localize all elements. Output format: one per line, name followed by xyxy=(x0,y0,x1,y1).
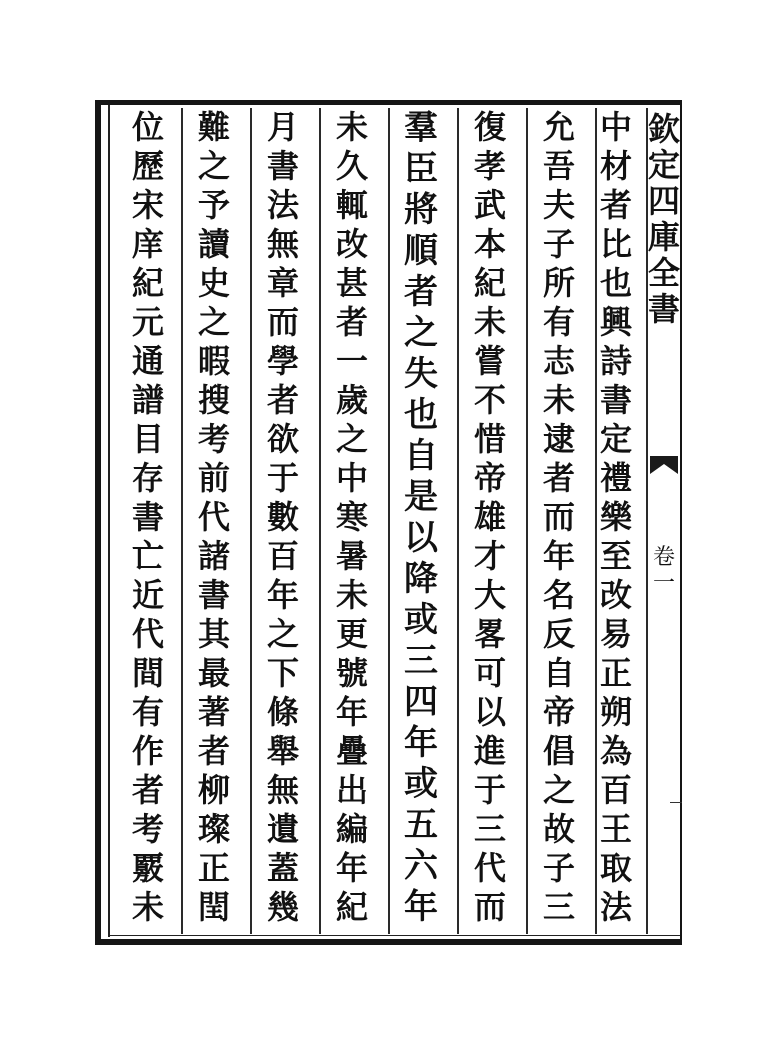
glyph: 順 xyxy=(404,231,438,271)
glyph: 而 xyxy=(473,888,506,926)
glyph: 寒 xyxy=(335,498,368,536)
text-column-6 xyxy=(251,108,315,938)
glyph: 柳 xyxy=(197,771,230,809)
glyph: 嘗 xyxy=(473,342,506,380)
glyph: 定 xyxy=(599,420,632,458)
glyph: 名 xyxy=(542,576,575,614)
book-title-glyph: 欽 xyxy=(648,110,681,148)
glyph: 代 xyxy=(473,849,506,887)
glyph: 書 xyxy=(131,498,164,536)
glyph: 年 xyxy=(404,723,438,763)
glyph: 璨 xyxy=(197,810,230,848)
inner-left-rule xyxy=(108,105,110,937)
glyph: 帝 xyxy=(542,693,575,731)
glyph: 易 xyxy=(599,615,632,653)
glyph: 疊 xyxy=(335,732,368,770)
glyph: 通 xyxy=(131,342,164,380)
glyph: 近 xyxy=(131,576,164,614)
glyph: 三 xyxy=(542,888,575,926)
glyph: 惜 xyxy=(473,420,506,458)
glyph: 于 xyxy=(473,771,506,809)
book-title xyxy=(648,112,680,328)
glyph: 自 xyxy=(404,436,438,476)
text-column-3 xyxy=(458,108,522,938)
glyph: 三 xyxy=(473,810,506,848)
glyph: 下 xyxy=(266,654,299,692)
glyph: 紀 xyxy=(131,264,164,302)
glyph: 四 xyxy=(404,682,438,722)
glyph: 者 xyxy=(266,381,299,419)
glyph: 未 xyxy=(335,108,368,146)
glyph: 暇 xyxy=(197,342,230,380)
glyph: 書 xyxy=(599,381,632,419)
glyph: 著 xyxy=(197,693,230,731)
glyph: 宋 xyxy=(131,186,164,224)
glyph: 輒 xyxy=(335,186,368,224)
glyph: 改 xyxy=(599,576,632,614)
glyph: 編 xyxy=(335,810,368,848)
glyph: 本 xyxy=(473,225,506,263)
glyph: 者 xyxy=(197,732,230,770)
fishtail-mark-icon xyxy=(648,456,680,476)
book-title-glyph: 全 xyxy=(648,254,681,292)
glyph: 年 xyxy=(335,849,368,887)
volume-glyph: 卷 xyxy=(652,545,675,570)
glyph: 正 xyxy=(599,654,632,692)
glyph: 史 xyxy=(197,264,230,302)
glyph: 無 xyxy=(266,771,299,809)
glyph: 前 xyxy=(197,459,230,497)
glyph: 詩 xyxy=(599,342,632,380)
glyph: 而 xyxy=(266,303,299,341)
glyph: 欲 xyxy=(266,420,299,458)
glyph: 故 xyxy=(542,810,575,848)
glyph: 或 xyxy=(404,600,438,640)
glyph: 未 xyxy=(473,303,506,341)
glyph: 中 xyxy=(335,459,368,497)
glyph: 甚 xyxy=(335,264,368,302)
glyph: 譜 xyxy=(131,381,164,419)
glyph: 中 xyxy=(599,108,632,146)
glyph: 畧 xyxy=(473,615,506,653)
glyph: 羣 xyxy=(404,108,438,148)
glyph: 以 xyxy=(404,518,438,558)
glyph: 于 xyxy=(266,459,299,497)
glyph: 取 xyxy=(599,849,632,887)
glyph: 作 xyxy=(131,732,164,770)
glyph: 改 xyxy=(335,225,368,263)
glyph: 者 xyxy=(599,186,632,224)
glyph: 更 xyxy=(335,615,368,653)
glyph: 樂 xyxy=(599,498,632,536)
glyph: 者 xyxy=(404,272,438,312)
glyph: 幾 xyxy=(266,888,299,926)
glyph: 王 xyxy=(599,810,632,848)
glyph: 閏 xyxy=(197,888,230,926)
glyph: 考 xyxy=(197,420,230,458)
glyph: 諸 xyxy=(197,537,230,575)
glyph: 代 xyxy=(131,615,164,653)
glyph: 雄 xyxy=(473,498,506,536)
glyph: 為 xyxy=(599,732,632,770)
glyph: 夫 xyxy=(542,186,575,224)
glyph: 暑 xyxy=(335,537,368,575)
book-title-glyph: 庫 xyxy=(648,218,681,256)
glyph: 者 xyxy=(335,303,368,341)
glyph: 出 xyxy=(335,771,368,809)
glyph: 正 xyxy=(197,849,230,887)
glyph: 倡 xyxy=(542,732,575,770)
glyph: 志 xyxy=(542,342,575,380)
glyph: 之 xyxy=(335,420,368,458)
glyph: 未 xyxy=(131,888,164,926)
glyph: 六 xyxy=(404,846,438,886)
glyph: 號 xyxy=(335,654,368,692)
glyph: 降 xyxy=(404,559,438,599)
glyph: 之 xyxy=(404,313,438,353)
glyph: 也 xyxy=(404,395,438,435)
glyph: 允 xyxy=(542,108,575,146)
glyph: 比 xyxy=(599,225,632,263)
glyph: 讀 xyxy=(197,225,230,263)
glyph: 武 xyxy=(473,186,506,224)
glyph: 搜 xyxy=(197,381,230,419)
text-column-7 xyxy=(182,108,246,938)
glyph: 吾 xyxy=(542,147,575,185)
glyph: 失 xyxy=(404,354,438,394)
glyph: 逮 xyxy=(542,420,575,458)
glyph: 朔 xyxy=(599,693,632,731)
glyph: 元 xyxy=(131,303,164,341)
glyph: 亡 xyxy=(131,537,164,575)
glyph: 年 xyxy=(335,693,368,731)
volume-glyph: 一 xyxy=(652,571,675,596)
glyph: 紀 xyxy=(473,264,506,302)
glyph: 年 xyxy=(404,887,438,927)
glyph: 禮 xyxy=(599,459,632,497)
glyph: 不 xyxy=(473,381,506,419)
glyph: 學 xyxy=(266,342,299,380)
glyph: 之 xyxy=(197,303,230,341)
glyph: 覈 xyxy=(131,849,164,887)
glyph: 久 xyxy=(335,147,368,185)
glyph: 舉 xyxy=(266,732,299,770)
glyph: 興 xyxy=(599,303,632,341)
glyph: 位 xyxy=(131,108,164,146)
book-title-glyph: 四 xyxy=(648,182,681,220)
glyph: 自 xyxy=(542,654,575,692)
glyph: 數 xyxy=(266,498,299,536)
glyph: 遺 xyxy=(266,810,299,848)
glyph: 目 xyxy=(131,420,164,458)
glyph: 之 xyxy=(197,147,230,185)
glyph: 書 xyxy=(266,147,299,185)
glyph: 最 xyxy=(197,654,230,692)
glyph: 子 xyxy=(542,225,575,263)
glyph: 歷 xyxy=(131,147,164,185)
glyph: 難 xyxy=(197,108,230,146)
glyph: 三 xyxy=(404,641,438,681)
glyph: 未 xyxy=(335,576,368,614)
glyph: 也 xyxy=(599,264,632,302)
text-column-2 xyxy=(527,108,591,938)
glyph: 之 xyxy=(266,615,299,653)
text-column-8 xyxy=(116,108,180,938)
glyph: 才 xyxy=(473,537,506,575)
glyph: 歲 xyxy=(335,381,368,419)
glyph: 者 xyxy=(131,771,164,809)
glyph: 可 xyxy=(473,654,506,692)
glyph: 大 xyxy=(473,576,506,614)
glyph: 月 xyxy=(266,108,299,146)
glyph: 考 xyxy=(131,810,164,848)
glyph: 所 xyxy=(542,264,575,302)
glyph: 未 xyxy=(542,381,575,419)
glyph: 帝 xyxy=(473,459,506,497)
glyph: 百 xyxy=(266,537,299,575)
glyph: 進 xyxy=(473,732,506,770)
glyph: 年 xyxy=(266,576,299,614)
margin-tick xyxy=(670,802,682,803)
glyph: 或 xyxy=(404,764,438,804)
text-column-1 xyxy=(585,108,647,938)
glyph: 年 xyxy=(542,537,575,575)
glyph: 無 xyxy=(266,225,299,263)
book-title-glyph: 定 xyxy=(648,146,681,184)
glyph: 庠 xyxy=(131,225,164,263)
glyph: 臣 xyxy=(404,149,438,189)
glyph: 代 xyxy=(197,498,230,536)
volume-label xyxy=(650,546,678,598)
book-title-glyph: 書 xyxy=(648,290,681,328)
glyph: 書 xyxy=(197,576,230,614)
glyph: 間 xyxy=(131,654,164,692)
glyph: 法 xyxy=(266,186,299,224)
glyph: 百 xyxy=(599,771,632,809)
glyph: 有 xyxy=(542,303,575,341)
glyph: 予 xyxy=(197,186,230,224)
page-margin-band xyxy=(648,106,680,936)
glyph: 其 xyxy=(197,615,230,653)
glyph: 存 xyxy=(131,459,164,497)
glyph: 章 xyxy=(266,264,299,302)
glyph: 一 xyxy=(335,342,368,380)
glyph: 條 xyxy=(266,693,299,731)
glyph: 而 xyxy=(542,498,575,536)
glyph: 法 xyxy=(599,888,632,926)
glyph: 之 xyxy=(542,771,575,809)
text-column-5 xyxy=(320,108,384,938)
text-column-4 xyxy=(389,108,453,938)
glyph: 是 xyxy=(404,477,438,517)
glyph: 子 xyxy=(542,849,575,887)
glyph: 五 xyxy=(404,805,438,845)
glyph: 者 xyxy=(542,459,575,497)
glyph: 材 xyxy=(599,147,632,185)
glyph: 孝 xyxy=(473,147,506,185)
glyph: 蓋 xyxy=(266,849,299,887)
glyph: 紀 xyxy=(335,888,368,926)
glyph: 反 xyxy=(542,615,575,653)
glyph: 有 xyxy=(131,693,164,731)
glyph: 以 xyxy=(473,693,506,731)
glyph: 復 xyxy=(473,108,506,146)
glyph: 將 xyxy=(404,190,438,230)
glyph: 至 xyxy=(599,537,632,575)
